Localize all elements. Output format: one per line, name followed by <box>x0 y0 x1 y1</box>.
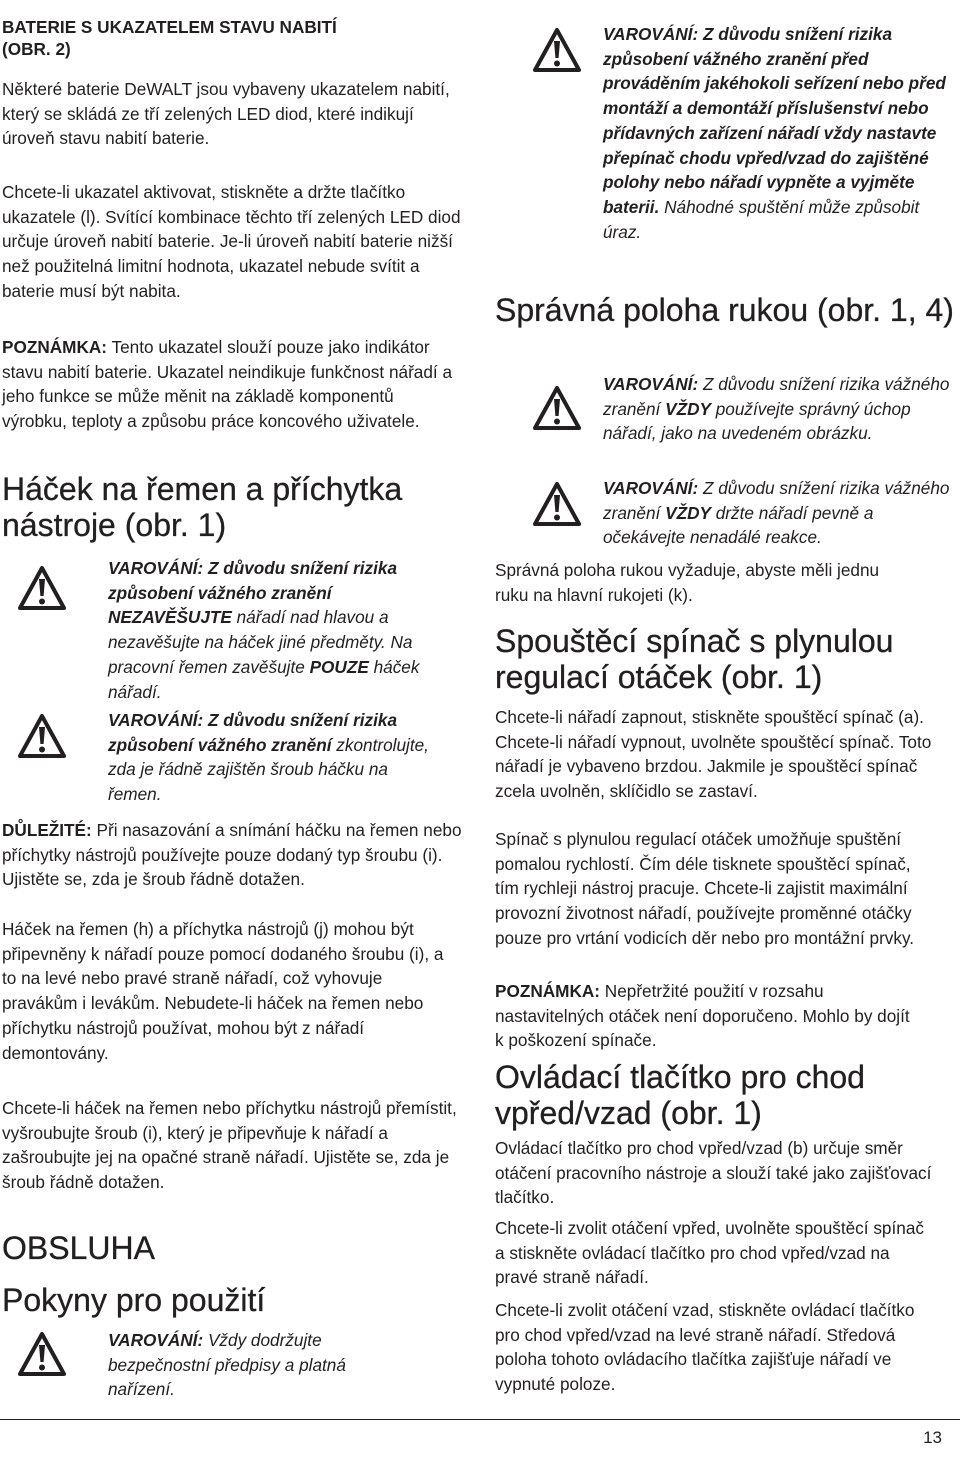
warning-triangle-icon <box>18 566 66 610</box>
warning-normal-6a: Z důvodu snížení rizika vážného zranění <box>603 478 950 523</box>
warning-bold-5b: VŽDY <box>665 398 711 419</box>
warning-text-2 <box>108 708 444 807</box>
page-number: 13 <box>923 1428 942 1447</box>
warning-triangle-icon <box>533 386 581 430</box>
important-label: DŮLEŽITÉ: <box>2 820 92 840</box>
warning-bold-1: VAROVÁNÍ: Z důvodu snížení rizika způsobení vážného zranění NEZAVĚŠUJTE <box>108 558 398 628</box>
warning-triangle-icon <box>18 1332 66 1376</box>
warning-normal-6b: držte nářadí pevně a očekávejte nenadálé reakce. <box>603 502 874 548</box>
warning-text-5 <box>603 372 958 446</box>
warning-triangle-icon <box>533 482 581 526</box>
important-paragraph <box>2 818 462 892</box>
forward-reverse-paragraph-1: Ovládací tlačítko pro chod vpřed/vzad (b) určuje směr otáčení pracovního nástroje a slouží také jako zajišťovací tlačítko. <box>495 1138 932 1208</box>
warning-bold-6: VAROVÁNÍ: <box>603 478 699 498</box>
battery-heading-line2: (OBR. 2) <box>2 39 71 59</box>
warning-triangle-icon <box>533 28 581 72</box>
grip-heading: Správná poloha rukou (obr. 1, 4) <box>495 292 954 328</box>
warning-bold-4: VAROVÁNÍ: Z důvodu snížení rizika způsobení vážného zranění před prováděním jakéhokoli seřízení nebo před montáží a demontáží příslušenství nebo přídavných zařízení nářadí vždy nastavte přepínač chodu vpřed/vzad do zajištěné polohy nebo nářadí vypněte a vyjměte baterii. <box>603 24 946 217</box>
note-label: POZNÁMKA: <box>2 337 108 357</box>
forward-reverse-heading: Ovládací tlačítko pro chod vpřed/vzad (obr. 1) <box>495 1059 865 1131</box>
warning-normal-4: Náhodné spuštění může způsobit úraz. <box>603 196 920 242</box>
warning-bold-2: VAROVÁNÍ: Z důvodu snížení rizika způsobení vážného zranění <box>108 710 398 755</box>
note-text: Tento ukazatel slouží pouze jako indikátor stavu nabití baterie. Ukazatel neindikuje funkčnost nářadí a jeho funkce se může měnit na základě komponentů výrobku, teploty a způsobu práce koncového uživatele. <box>2 337 453 432</box>
pokyny-heading: Pokyny pro použití <box>2 1282 266 1318</box>
hook-heading: Háček na řemen a příchytka nástroje (obr. 1) <box>2 471 403 543</box>
footer-rule <box>0 1419 960 1420</box>
obsluha-heading: OBSLUHA <box>2 1230 155 1266</box>
warning-text-4 <box>603 22 958 244</box>
warning-normal-5a: Z důvodu snížení rizika vážného zranění <box>603 374 950 419</box>
battery-heading <box>2 16 337 60</box>
warning-bold-3: VAROVÁNÍ: <box>108 1330 204 1350</box>
battery-paragraph-1: Některé baterie DeWALT jsou vybaveny ukazatelem nabití, který se skládá ze tří zelených LED diod, které indikují úroveň stavu nabití baterie. <box>2 79 450 149</box>
warning-bold-6b: VŽDY <box>665 502 711 523</box>
forward-reverse-paragraph-3: Chcete-li zvolit otáčení vzad, stiskněte ovládací tlačítko pro chod vpřed/vzad na levé straně nářadí. Středová poloha tohoto ovládacího tlačítka zajišťuje nářadí ve vypnuté poloze. <box>495 1300 915 1395</box>
battery-note <box>2 335 462 434</box>
note2-text: Nepřetržité použití v rozsahu nastavitelných otáček není doporučeno. Mohlo by dojít k poškození spínače. <box>495 981 910 1051</box>
hook-paragraph-2: Háček na řemen (h) a příchytka nástrojů (j) mohou být připevněny k nářadí pouze pomocí dodaného šroubu (i), a to na levé nebo pravé straně nářadí, což vyhovuje pravákům i levákům. Nebudete-li háček na řemen nebo příchytku nástrojů používat, mohou být z nářadí demontovány. <box>2 919 444 1063</box>
warning-text-6 <box>603 476 958 550</box>
trigger-heading: Spouštěcí spínač s plynulou regulací otáček (obr. 1) <box>495 623 894 695</box>
hook-paragraph-3: Chcete-li háček na řemen nebo příchytku nástrojů přemístit, vyšroubujte šroub (i), který je připevňuje k nářadí a zašroubujte jej na opačné straně nářadí. Ujistěte se, zda je šroub řádně dotažen. <box>2 1098 457 1193</box>
warning-bold-5: VAROVÁNÍ: <box>603 374 699 394</box>
warning-bold-1b: POUZE <box>309 656 369 677</box>
warning-text-3 <box>108 1328 408 1402</box>
warning-normal-3: Vždy dodržujte bezpečnostní předpisy a platná nařízení. <box>108 1330 346 1400</box>
trigger-paragraph-1: Chcete-li nářadí zapnout, stiskněte spouštěcí spínač (a). Chcete-li nářadí vypnout, uvolněte spouštěcí spínač. Toto nářadí je vybaveno brzdou. Jakmile je spouštěcí spínač zcela uvolněn, sklíčidlo se zastaví. <box>495 707 932 802</box>
warning-normal-1b: háček nářadí. <box>108 656 420 702</box>
trigger-note <box>495 979 915 1053</box>
important-text: Při nasazování a snímání háčku na řemen nebo příchytky nástrojů používejte pouze dodaný typ šroubu (i). Ujistěte se, zda je šroub řádně dotažen. <box>2 820 462 890</box>
forward-reverse-paragraph-2: Chcete-li zvolit otáčení vpřed, uvolněte spouštěcí spínač a stiskněte ovládací tlačítko pro chod vpřed/vzad na pravé straně nářadí. <box>495 1218 924 1288</box>
grip-paragraph: Správná poloha rukou vyžaduje, abyste měli jednu ruku na hlavní rukojeti (k). <box>495 560 880 605</box>
warning-normal-2: zkontrolujte, zda je řádně zajištěn šroub háčku na řemen. <box>108 734 429 805</box>
warning-normal-1a: nářadí nad hlavou a nezavěšujte na háček jiné předměty. Na pracovní řemen zavěšujte <box>108 607 413 677</box>
trigger-paragraph-2: Spínač s plynulou regulací otáček umožňuje spuštění pomalou rychlostí. Čím déle tisknete spouštěcí spínač, tím rychleji nástroj pracuje. Chcete-li zajistit maximální provozní životnost nářadí, používejte proměnné otáčky pouze pro vrtání vodicích děr nebo pro montážní prvky. <box>495 829 915 948</box>
warning-normal-5b: používejte správný úchop nářadí, jako na uvedeném obrázku. <box>603 398 911 444</box>
note2-label: POZNÁMKA: <box>495 981 601 1001</box>
battery-paragraph-2: Chcete-li ukazatel aktivovat, stiskněte a držte tlačítko ukazatele (l). Svítící kombinace těchto tří zelených LED diod určuje úroveň nabití baterie. Je-li úroveň nabití baterie nižší než použitelná limitní hodnota, ukazatel nebude svítit a baterie musí být nabita. <box>2 182 461 301</box>
warning-text-1 <box>108 556 444 704</box>
battery-heading-line1: BATERIE S UKAZATELEM STAVU NABITÍ <box>2 17 337 37</box>
warning-triangle-icon <box>18 714 66 758</box>
